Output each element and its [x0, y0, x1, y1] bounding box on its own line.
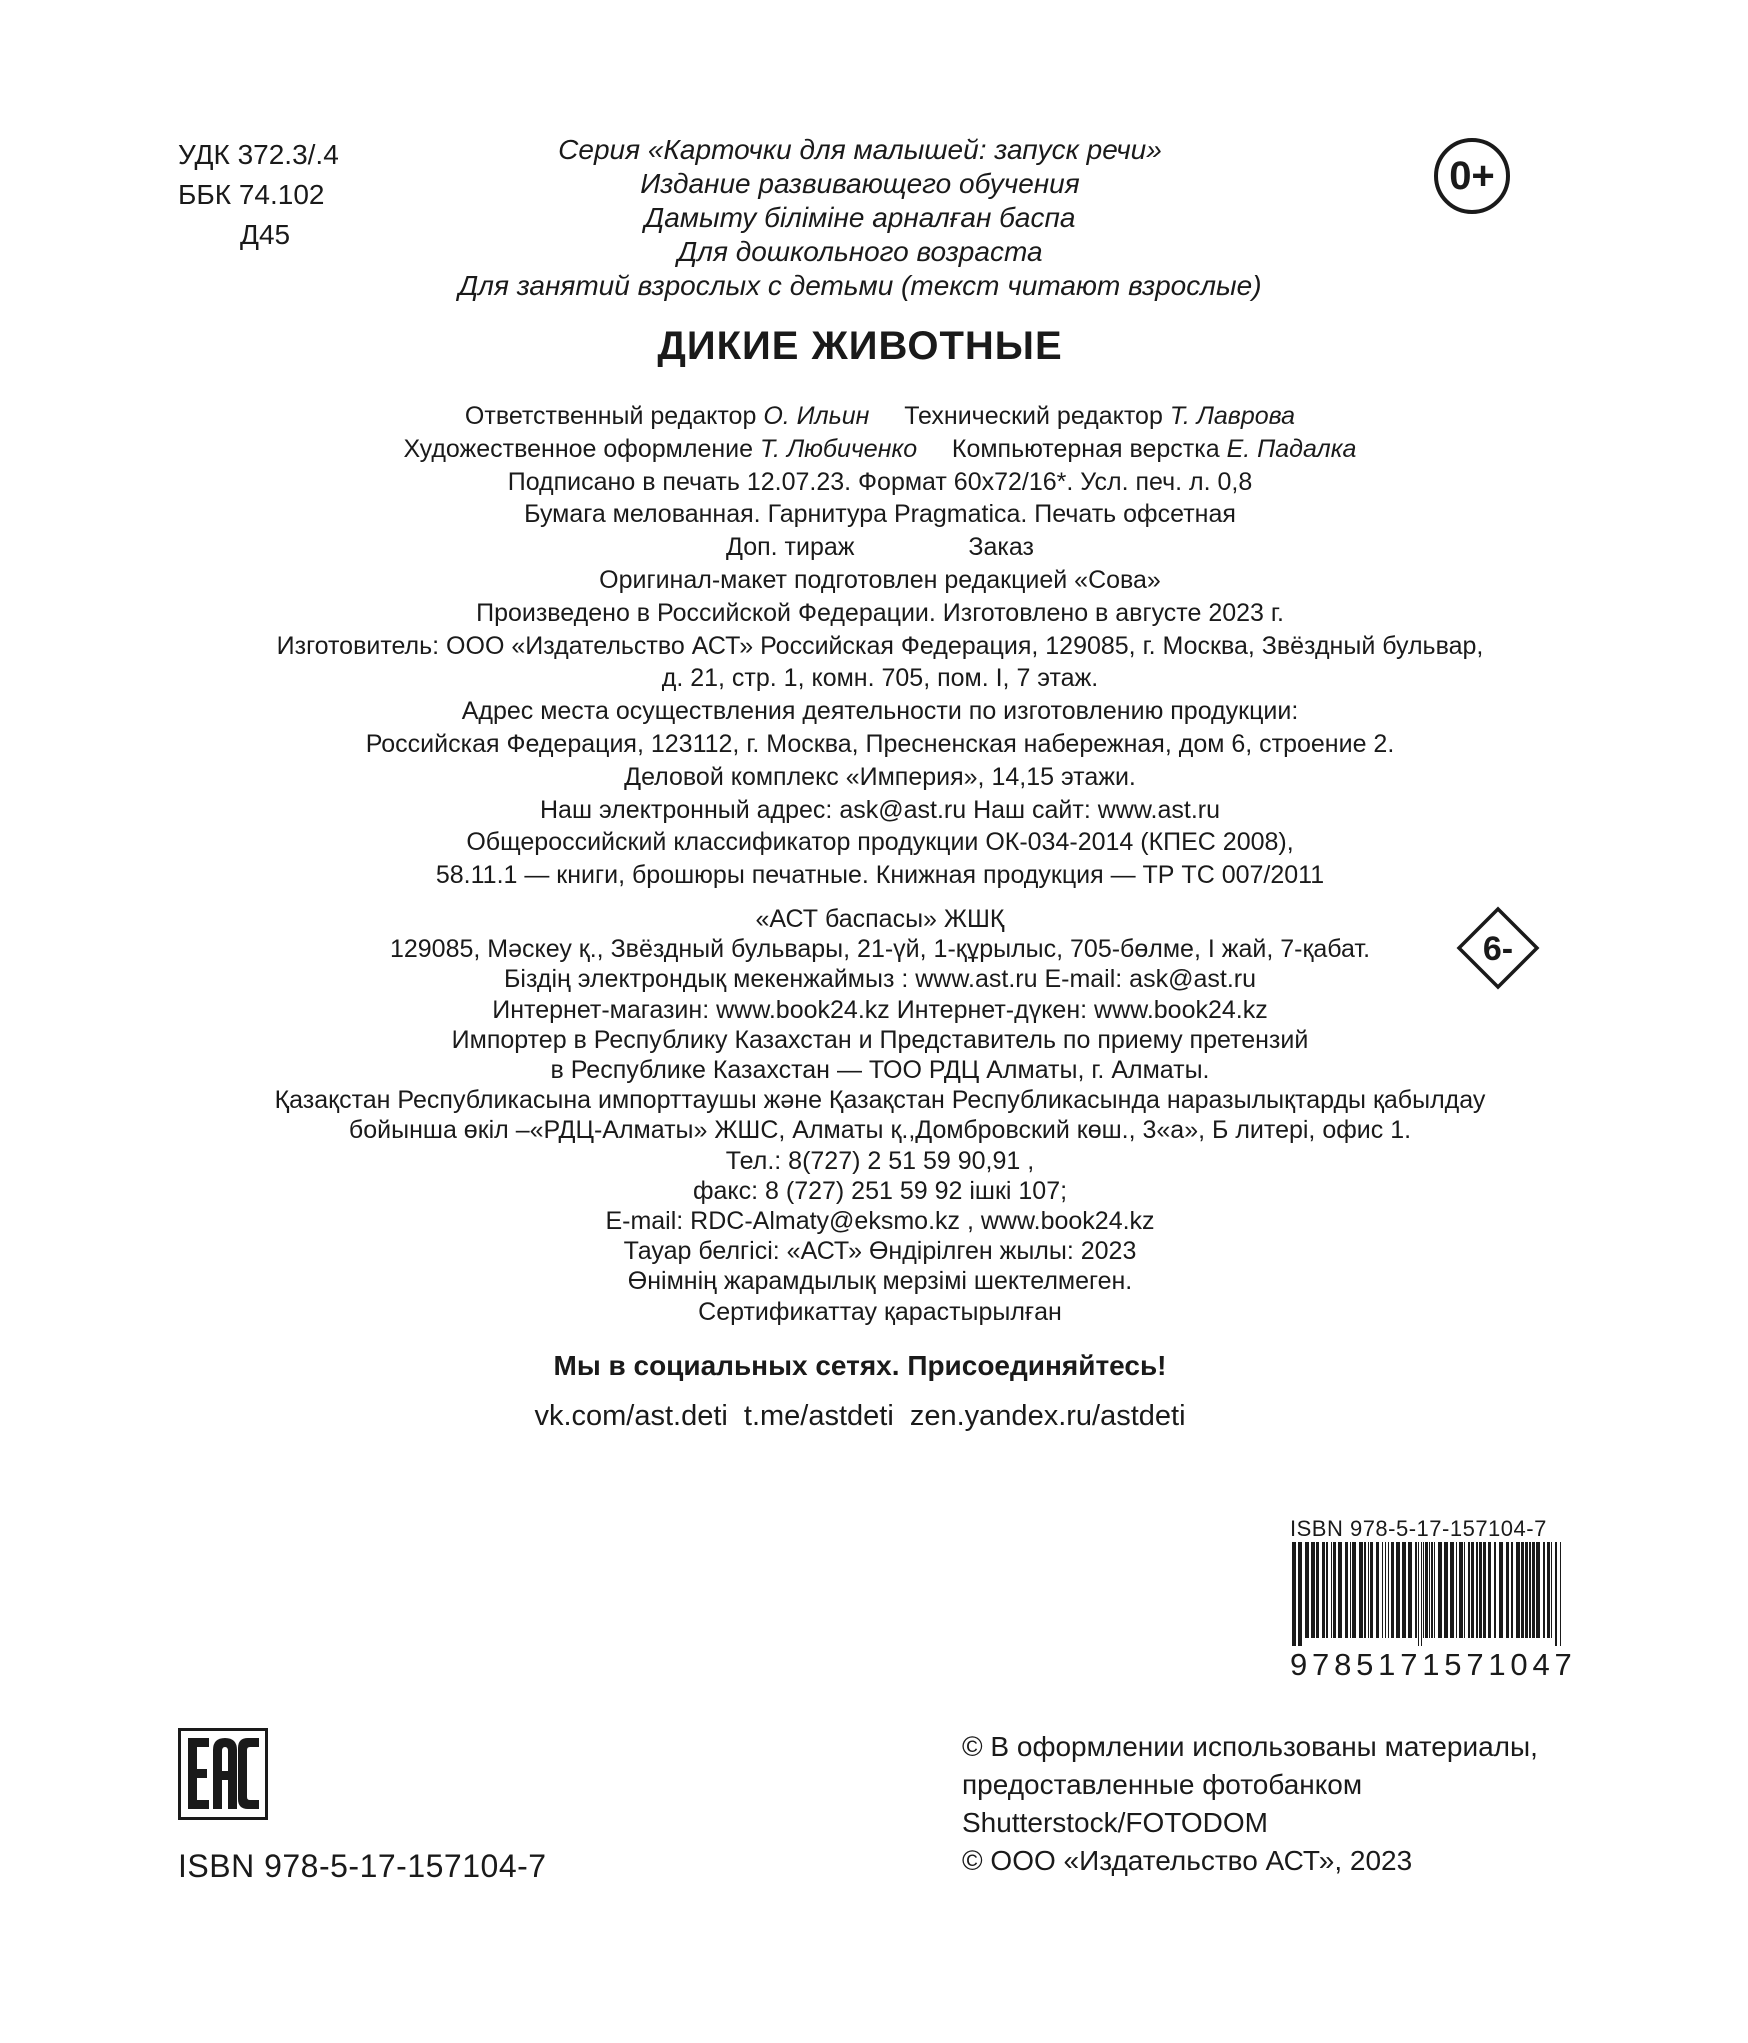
kz-line: Қазақстан Республикасына импорттаушы және Қазақстан Республикасында наразылықтарды қабылдау: [274, 1086, 1486, 1115]
bbk-code: ББК 74.102: [178, 179, 325, 210]
imprint-line: Российская Федерация, 123112, г. Москва, Пресненская набережная, дом 6, строение 2.: [365, 729, 1395, 758]
imprint-line: Подписано в печать 12.07.23. Формат 60x72/16*. Усл. печ. л. 0,8: [507, 467, 1253, 496]
imprint-line: д. 21, стр. 1, комн. 705, пом. I, 7 этаж.: [661, 664, 1099, 693]
barcode-bar: [1345, 1542, 1348, 1638]
art-name: Т. Любиченко: [760, 434, 918, 463]
order-label: Заказ: [968, 533, 1034, 562]
barcode-bar: [1551, 1542, 1552, 1638]
series-info: [360, 133, 1360, 303]
barcode-image: [1290, 1542, 1580, 1646]
copyright-line: © В оформлении использованы материалы,: [962, 1731, 1538, 1762]
kz-line: E-mail: RDC-Almaty@eksmo.kz , www.book24.kz: [605, 1207, 1155, 1236]
barcode-bar: [1506, 1542, 1509, 1638]
barcode-bar: [1560, 1542, 1561, 1646]
barcode-bar: [1385, 1542, 1386, 1638]
imprint-block: [160, 400, 1600, 892]
barcode-bar: [1516, 1542, 1520, 1638]
barcode-bar: [1311, 1542, 1315, 1638]
barcode-bar: [1431, 1542, 1433, 1638]
art-label: Художественное оформление: [403, 434, 754, 463]
kz-line: Тауар белгісі: «АСТ» Өндірілген жылы: 2023: [623, 1237, 1137, 1266]
series-line: Издание развивающего обучения: [640, 168, 1080, 199]
kz-line: бойынша өкіл –«РДЦ-Алматы» ЖШС, Алматы қ.,Домбровский көш., 3«а», Б литері, офис 1.: [348, 1116, 1412, 1145]
barcode-bar: [1350, 1542, 1351, 1638]
barcode-bar: [1364, 1542, 1366, 1638]
barcode-bar: [1326, 1542, 1328, 1638]
barcode-bar: [1525, 1542, 1528, 1638]
barcode-bar: [1418, 1542, 1419, 1646]
series-line: Дамыту біліміне арналған баспа: [644, 202, 1076, 233]
kz-line: Тел.: 8(727) 2 51 59 90,91 ,: [725, 1146, 1035, 1175]
barcode-bar: [1368, 1542, 1369, 1638]
kz-line: Біздің электрондық мекенжаймыз : www.ast.ru E-mail: ask@ast.ru: [504, 965, 1256, 994]
tech-editor-label: Технический редактор: [904, 402, 1163, 430]
kz-age-rating-badge: [1456, 906, 1540, 990]
barcode-bar: [1488, 1542, 1491, 1638]
eac-mark-icon: [178, 1728, 268, 1820]
barcode-bar: [1415, 1542, 1417, 1638]
imprint-line: Бумага мелованная. Гарнитура Pragmatica. Печать офсетная: [524, 500, 1236, 529]
resp-editor-name: О. Ильин: [763, 402, 870, 430]
copyright-line: © ООО «Издательство АСТ», 2023: [962, 1845, 1413, 1876]
kz-line: Интернет-магазин: www.book24.kz Интернет-дүкен: www.book24.kz: [492, 995, 1268, 1024]
resp-editor-label: Ответственный редактор: [464, 402, 757, 430]
kz-age-rating-text: 6-: [1482, 930, 1514, 968]
kz-line: «АСТ баспасы» ЖШҚ: [755, 905, 1005, 933]
imprint-line: [160, 531, 1600, 564]
imprint-line: Деловой комплекс «Империя», 14,15 этажи.: [624, 762, 1136, 791]
imprint-line: Наш электронный адрес: ask@ast.ru Наш сайт: www.ast.ru: [540, 795, 1220, 824]
barcode-bar: [1423, 1542, 1424, 1638]
barcode-bar: [1292, 1542, 1296, 1646]
layout-name: Е. Падалка: [1226, 434, 1357, 463]
barcode-bar: [1338, 1542, 1342, 1638]
barcode-bar: [1543, 1542, 1545, 1638]
imprint-line: Адрес места осуществления деятельности по изготовлению продукции:: [461, 697, 1299, 726]
barcode-bar: [1331, 1542, 1332, 1638]
imprint-line: Оригинал-макет подготовлен редакцией «Сова»: [599, 565, 1161, 594]
barcode-bar: [1555, 1542, 1557, 1646]
barcode-bar: [1316, 1542, 1319, 1638]
barcode-bar: [1388, 1542, 1389, 1638]
barcode-bar: [1434, 1542, 1435, 1638]
barcode-bar: [1547, 1542, 1550, 1638]
barcode-bar: [1370, 1542, 1373, 1638]
kz-line: Сертификаттау қарастырылған: [698, 1297, 1062, 1326]
social-links: vk.com/ast.deti t.me/astdeti zen.yandex.ru/astdeti: [534, 1400, 1186, 1432]
kz-line: в Республике Казахстан — ТОО РДЦ Алматы, г. Алматы.: [550, 1056, 1210, 1085]
barcode-bar: [1471, 1542, 1474, 1638]
layout-label: Компьютерная верстка: [951, 434, 1220, 463]
barcode-bar: [1459, 1542, 1463, 1638]
barcode-bar: [1421, 1542, 1422, 1646]
series-line: Серия «Карточки для малышей: запуск речи»: [558, 134, 1162, 165]
barcode-bar: [1521, 1542, 1524, 1638]
barcode-block: [1290, 1516, 1580, 1683]
copyright-line: предоставленные фотобанком: [962, 1769, 1363, 1800]
barcode-digits: 9785171571047: [1290, 1647, 1577, 1682]
imprint-line: [160, 400, 1600, 433]
print-run-label: Доп. тираж: [726, 533, 855, 562]
barcode-bar: [1476, 1542, 1478, 1638]
copyright-block: [962, 1728, 1538, 1880]
barcode-bar: [1333, 1542, 1336, 1638]
imprint-line: [160, 433, 1600, 466]
author-mark: Д45: [240, 219, 291, 250]
series-line: Для занятий взрослых с детьми (текст читают взрослые): [458, 270, 1262, 301]
barcode-isbn-label: ISBN 978-5-17-157104-7: [1290, 1516, 1547, 1541]
imprint-line: Изготовитель: ООО «Издательство АСТ» Российская Федерация, 129085, г. Москва, Звёздный бульвар,: [276, 631, 1484, 660]
barcode-bar: [1494, 1542, 1496, 1638]
barcode-bar: [1499, 1542, 1503, 1638]
barcode-bar: [1396, 1542, 1400, 1638]
social-heading: Мы в социальных сетях. Присоединяйтесь!: [553, 1350, 1167, 1381]
barcode-bar: [1529, 1542, 1531, 1638]
barcode-bar: [1429, 1542, 1430, 1638]
age-rating-text: 0+: [1449, 153, 1495, 198]
kz-line: 129085, Мәскеу қ., Звёздный бульвары, 21-үй, 1-құрылыс, 705-бөлме, I жай, 7-қабат.: [389, 935, 1371, 964]
barcode-bar: [1511, 1542, 1513, 1638]
tech-editor-name: Т. Лаврова: [1169, 402, 1296, 430]
barcode-bar: [1479, 1542, 1482, 1638]
imprint-line: Произведено в Российской Федерации. Изготовлено в августе 2023 г.: [476, 598, 1284, 627]
barcode-bar: [1352, 1542, 1356, 1638]
book-title: ДИКИЕ ЖИВОТНЫЕ: [657, 324, 1063, 368]
copyright-line: Shutterstock/FOTODOM: [962, 1807, 1268, 1838]
barcode-bar: [1402, 1542, 1406, 1638]
barcode-bar: [1376, 1542, 1379, 1638]
age-rating-badge: [1434, 138, 1510, 214]
barcode-bar: [1408, 1542, 1412, 1638]
barcode-bar: [1305, 1542, 1309, 1638]
kz-line: Импортер в Республику Казахстан и Представитель по приему претензий: [451, 1025, 1309, 1054]
imprint-line: Общероссийский классификатор продукции ОК-034-2014 (КПЕС 2008),: [466, 828, 1294, 857]
barcode-bar: [1536, 1542, 1540, 1638]
barcode-bar: [1532, 1542, 1535, 1638]
barcode-bar: [1382, 1542, 1383, 1638]
kz-line: факс: 8 (727) 251 59 92 ішкі 107;: [692, 1176, 1068, 1205]
barcode-bar: [1444, 1542, 1448, 1638]
barcode-bar: [1298, 1542, 1302, 1646]
barcode-bar: [1438, 1542, 1442, 1638]
barcode-bar: [1464, 1542, 1465, 1638]
barcode-bar: [1450, 1542, 1454, 1638]
kz-line: Өнімнің жарамдылық мерзімі шектелмеген.: [627, 1267, 1133, 1296]
classification-codes: [178, 135, 339, 255]
imprint-line: 58.11.1 — книги, брошюры печатные. Книжная продукция — ТР ТС 007/2011: [435, 861, 1325, 890]
barcode-bar: [1359, 1542, 1363, 1638]
barcode-bar: [1391, 1542, 1394, 1638]
isbn-bottom: ISBN 978-5-17-157104-7: [178, 1848, 547, 1884]
series-line: Для дошкольного возраста: [677, 236, 1043, 267]
barcode-bar: [1425, 1542, 1428, 1638]
barcode-bar: [1456, 1542, 1457, 1638]
barcode-bar: [1483, 1542, 1486, 1638]
kz-publisher-block: [160, 904, 1600, 1327]
barcode-bar: [1468, 1542, 1470, 1638]
udk-code: УДК 372.3/.4: [178, 139, 339, 170]
barcode-bar: [1322, 1542, 1325, 1638]
